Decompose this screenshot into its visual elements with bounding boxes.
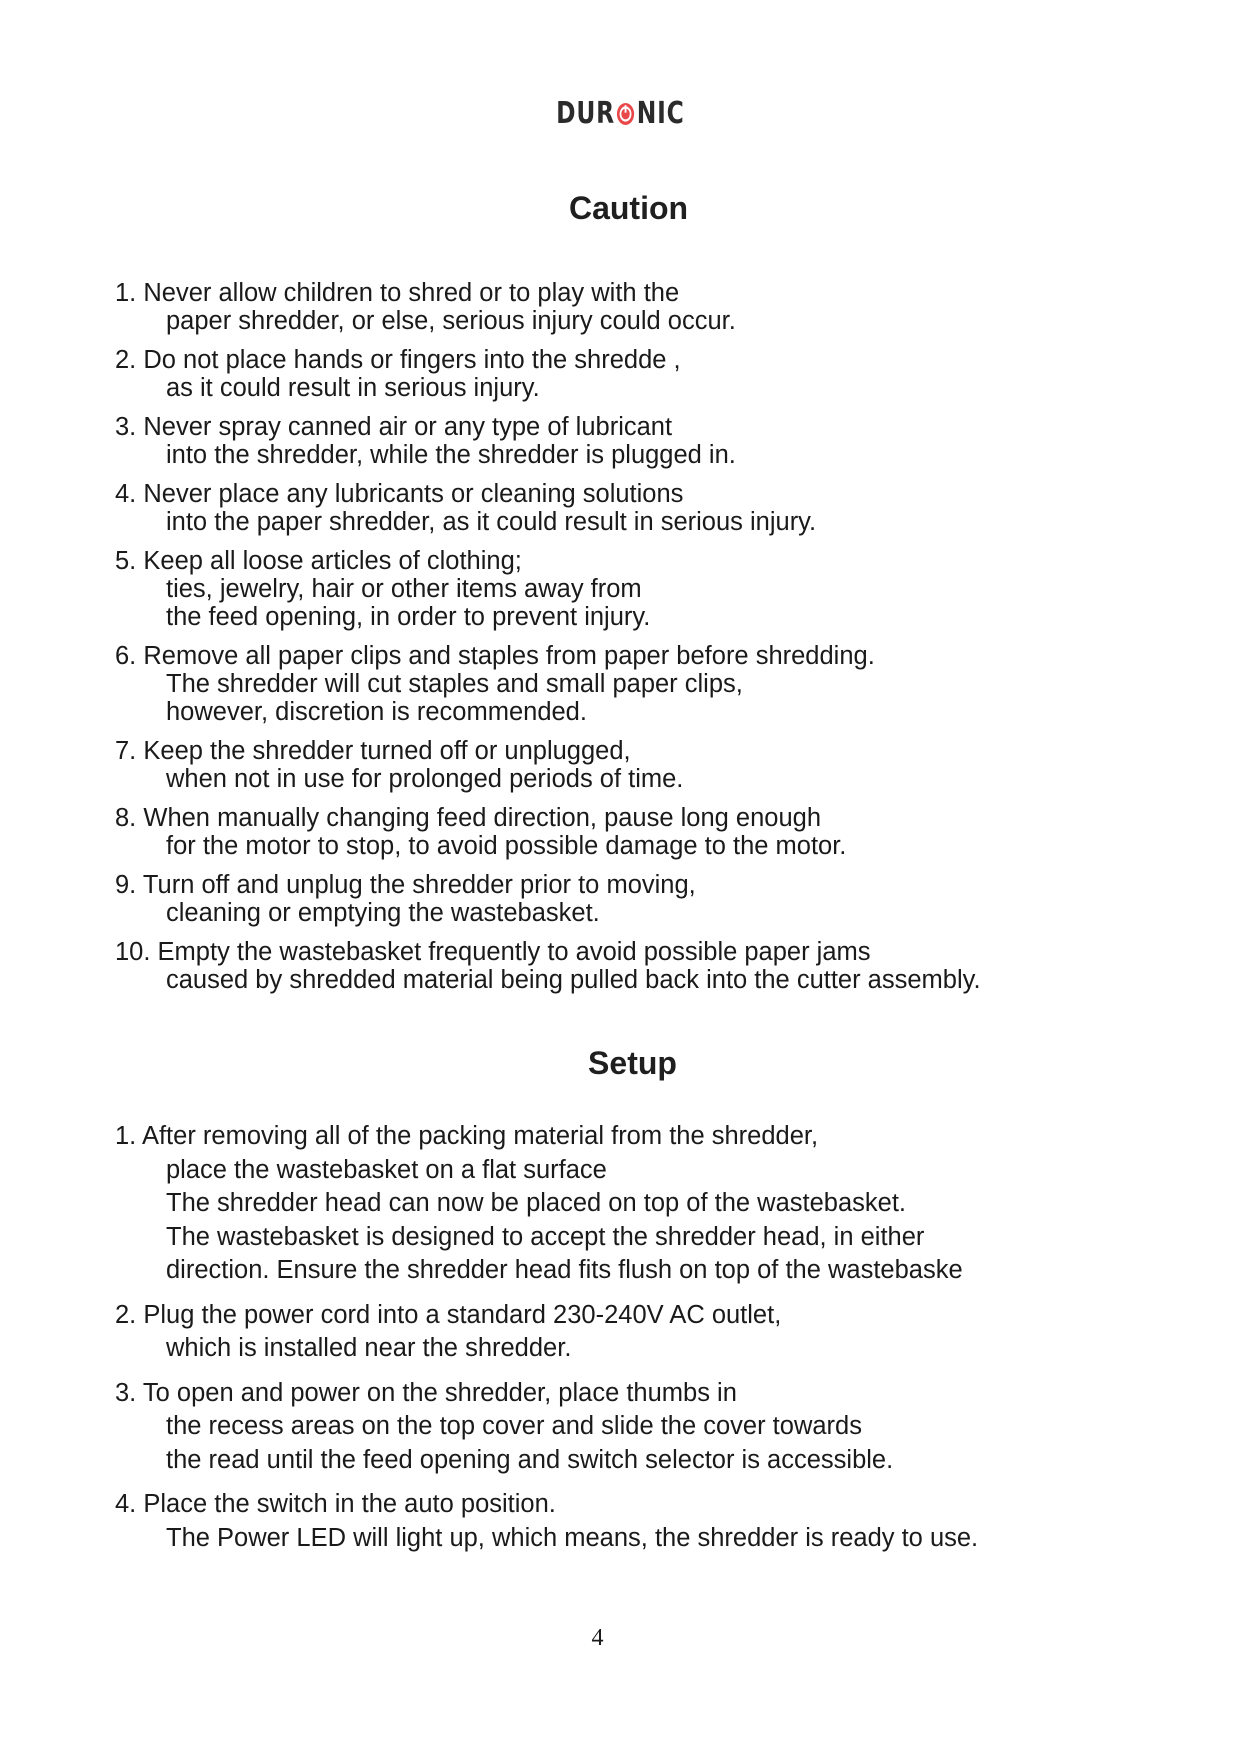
list-item-number: 6. [115, 642, 137, 670]
power-icon [617, 102, 636, 126]
brand-logo-wordmark [556, 96, 684, 131]
list-item-text: Never spray canned air or any type of lubricant [143, 413, 673, 441]
list-item-number: 1. [115, 279, 137, 307]
caution-list-item [115, 279, 981, 335]
setup-list-item [115, 1488, 978, 1555]
caution-heading: Caution [568, 190, 689, 226]
caution-list [115, 279, 981, 1005]
list-item-first-line [115, 938, 981, 966]
list-item-first-line [115, 737, 981, 765]
logo-text-right: NIC [636, 96, 685, 131]
list-item-continuation-line: ties, jewelry, hair or other items away from [166, 575, 642, 603]
list-item-continuation-line: direction. Ensure the shredder head fits flush on top of the wastebaske [166, 1256, 963, 1284]
list-item-text: Keep the shredder turned off or unplugged, [143, 737, 631, 765]
setup-list-item [115, 1377, 978, 1478]
list-item-number: 10. [115, 938, 151, 966]
list-item-text: Keep all loose articles of clothing; [143, 547, 522, 575]
list-item-first-line [115, 871, 981, 899]
setup-list-item [115, 1299, 978, 1366]
caution-list-item [115, 804, 981, 860]
list-item-number: 8. [115, 804, 137, 832]
list-item-text: Turn off and unplug the shredder prior to moving, [142, 871, 696, 899]
list-item-first-line [115, 1377, 978, 1411]
list-item-first-line [115, 1299, 978, 1333]
list-item-continuation-line: place the wastebasket on a flat surface [166, 1155, 607, 1184]
list-item-first-line [115, 279, 981, 307]
list-item-number: 3. [115, 413, 137, 441]
list-item-text: To open and power on the shredder, place thumbs in [142, 1378, 737, 1407]
list-item-text: Never place any lubricants or cleaning solutions [143, 480, 684, 508]
list-item-continuation-line: the feed opening, in order to prevent injury. [166, 603, 651, 631]
list-item-text: Remove all paper clips and staples from paper before shredding. [143, 642, 875, 670]
list-item-continuation-line: The shredder head can now be placed on top of the wastebasket. [166, 1189, 906, 1217]
list-item-number: 4. [115, 480, 137, 508]
logo-text-left: DUR [556, 96, 616, 131]
setup-list [115, 1120, 978, 1566]
list-item-first-line [115, 346, 981, 374]
list-item-first-line [115, 480, 981, 508]
list-item-continuation-line: into the paper shredder, as it could result in serious injury. [166, 508, 817, 536]
list-item-continuation-line: as it could result in serious injury. [166, 374, 540, 402]
list-item-continuation-line: however, discretion is recommended. [166, 698, 587, 726]
list-item-number: 3. [115, 1378, 137, 1407]
list-item-text: Place the switch in the auto position. [143, 1490, 556, 1518]
list-item-continuation-line: The Power LED will light up, which means, the shredder is ready to use. [166, 1523, 979, 1552]
list-item-number: 7. [115, 737, 137, 765]
page-number: 4 [591, 1625, 604, 1651]
list-item-continuation-line: paper shredder, or else, serious injury could occur. [166, 307, 736, 335]
list-item-first-line [115, 547, 981, 575]
setup-list-item [115, 1120, 978, 1288]
list-item-number: 2. [115, 346, 137, 374]
list-item-first-line [115, 804, 981, 832]
list-item-text: Plug the power cord into a standard 230-240V AC outlet, [143, 1300, 782, 1329]
caution-list-item [115, 346, 981, 402]
list-item-continuation-line: The wastebasket is designed to accept the shredder head, in either [166, 1222, 925, 1251]
list-item-continuation-line: caused by shredded material being pulled back into the cutter assembly. [166, 966, 981, 994]
caution-list-item [115, 871, 981, 927]
caution-list-item [115, 642, 981, 726]
list-item-continuation-line: the read until the feed opening and switch selector is accessible. [166, 1445, 894, 1474]
list-item-first-line [115, 1120, 978, 1154]
list-item-continuation-line: when not in use for prolonged periods of time. [166, 765, 684, 793]
caution-list-item [115, 413, 981, 469]
caution-list-item [115, 480, 981, 536]
list-item-continuation-line: into the shredder, while the shredder is plugged in. [166, 441, 736, 469]
list-item-continuation-line: cleaning or emptying the wastebasket. [166, 899, 600, 927]
caution-list-item [115, 737, 981, 793]
list-item-continuation-line: which is installed near the shredder. [166, 1334, 572, 1362]
list-item-number: 4. [115, 1490, 137, 1518]
list-item-number: 2. [115, 1300, 137, 1329]
list-item-number: 1. [115, 1122, 137, 1150]
caution-list-item [115, 547, 981, 631]
list-item-text: Empty the wastebasket frequently to avoid possible paper jams [157, 938, 871, 966]
list-item-continuation-line: for the motor to stop, to avoid possible damage to the motor. [166, 832, 847, 860]
caution-list-item [115, 938, 981, 994]
list-item-number: 9. [115, 871, 137, 899]
list-item-text: Never allow children to shred or to play with the [143, 279, 680, 307]
list-item-number: 5. [115, 547, 137, 575]
list-item-first-line [115, 642, 981, 670]
setup-heading: Setup [588, 1045, 677, 1081]
list-item-continuation-line: The shredder will cut staples and small paper clips, [166, 670, 743, 698]
brand-logo [0, 96, 1241, 136]
list-item-text: When manually changing feed direction, pause long enough [143, 804, 822, 832]
list-item-first-line [115, 1488, 978, 1522]
list-item-first-line [115, 413, 981, 441]
list-item-text: Do not place hands or fingers into the shredde , [143, 346, 681, 374]
list-item-text: After removing all of the packing material from the shredder, [141, 1122, 819, 1150]
list-item-continuation-line: the recess areas on the top cover and slide the cover towards [166, 1412, 862, 1440]
